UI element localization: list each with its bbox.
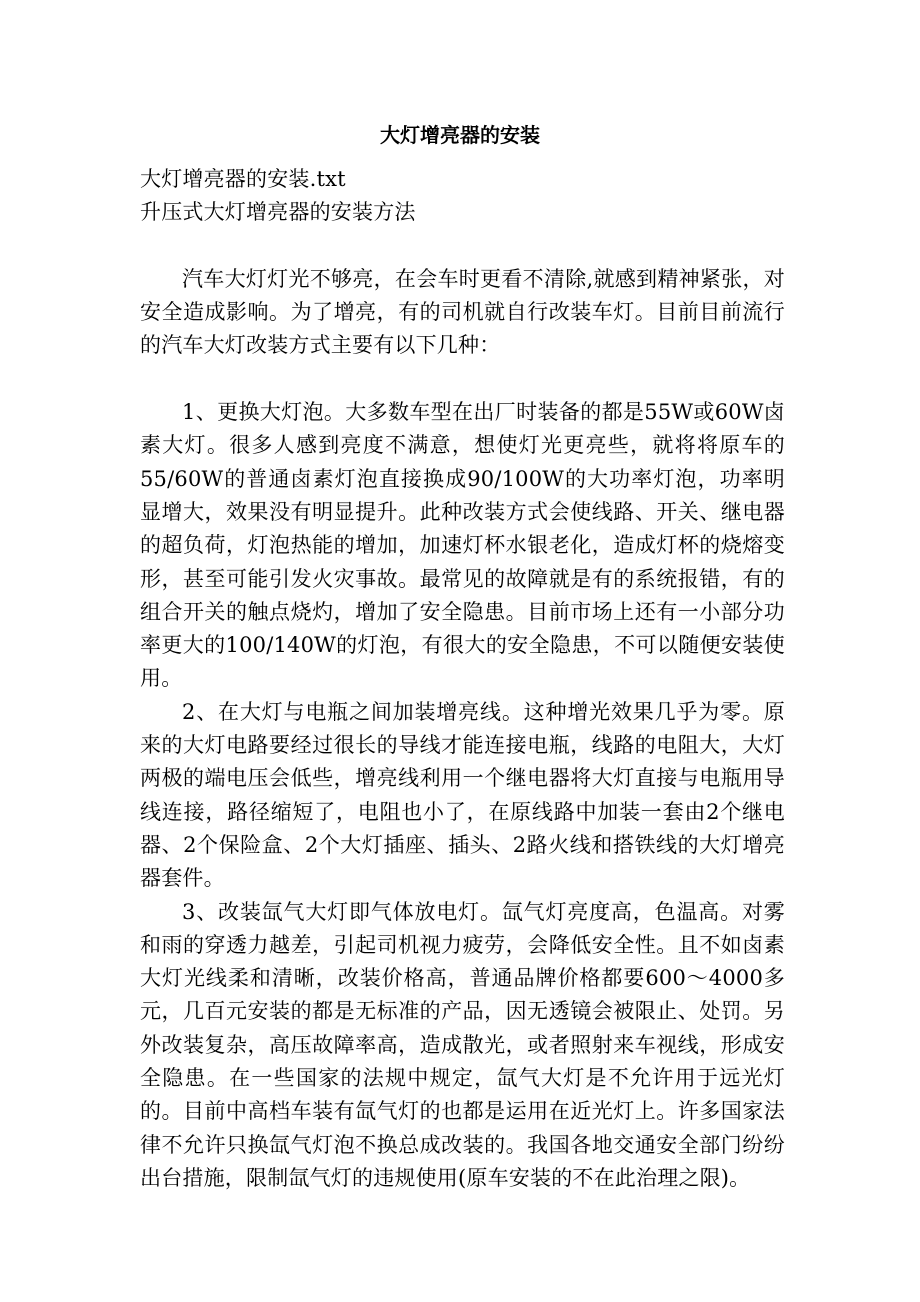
blank-line <box>140 230 785 263</box>
paragraph-1: 1、更换大灯泡。大多数车型在出厂时装备的都是55W或60W卤素大灯。很多人感到亮度不满意，想使灯光更亮些，就将将原车的55/60W的普通卤素灯泡直接换成90/100W的大功率灯泡，功率明显增大，效果没有明显提升。此种改装方式会使线路、开关、继电器的超负荷，灯泡热能的增加，加速灯杯水银老化，造成灯杯的烧熔变形，甚至可能引发火灾事故。最常见的故障就是有的系统报错，有的组合开关的触点烧灼，增加了安全隐患。目前市场上还有一小部分功率更大的100/140W的灯泡，有很大的安全隐患，不可以随便安装使用。 <box>140 400 785 691</box>
blank-line <box>140 363 785 396</box>
intro-paragraph: 汽车大灯灯光不够亮，在会车时更看不清除,就感到精神紧张，对安全造成影响。为了增亮，有的司机就自行改装车灯。目前目前流行的汽车大灯改装方式主要有以下几种： <box>140 266 785 358</box>
document-title: 大灯增亮器的安装 <box>380 123 540 147</box>
paragraph-2: 2、在大灯与电瓶之间加装增亮线。这种增光效果几乎为零。原来的大灯电路要经过很长的导线才能连接电瓶，线路的电阻大，大灯两极的端电压会低些，增亮线利用一个继电器将大灯直接与电瓶用导线连接，路径缩短了，电阻也小了，在原线路中加装一套由2个继电器、2个保险盒、2个大灯插座、插头、2路火线和搭铁线的大灯增亮器套件。 <box>140 699 785 891</box>
filename-line: 大灯增亮器的安装.txt <box>140 167 346 191</box>
paragraph-3: 3、改装氙气大灯即气体放电灯。氙气灯亮度高，色温高。对雾和雨的穿透力越差，引起司机视力疲劳，会降低安全性。且不如卤素大灯光线柔和清晰，改装价格高，普通品牌价格都要600～4000多元，几百元安装的都是无标准的产品，因无透镜会被限止、处罚。另外改装复杂，高压故障率高，造成散光，或者照射来车视线，形成安全隐患。在一些国家的法规中规定，氙气大灯是不允许用于远光灯的。目前中高档车装有氙气灯的也都是运用在近光灯上。许多国家法律不允许只换氙气灯泡不换总成改装的。我国各地交通安全部门纷纷出台措施，限制氙气灯的违规使用(原车安装的不在此治理之限)。 <box>140 899 785 1190</box>
subtitle-line: 升压式大灯增亮器的安装方法 <box>140 200 416 225</box>
document-body <box>140 163 785 1195</box>
